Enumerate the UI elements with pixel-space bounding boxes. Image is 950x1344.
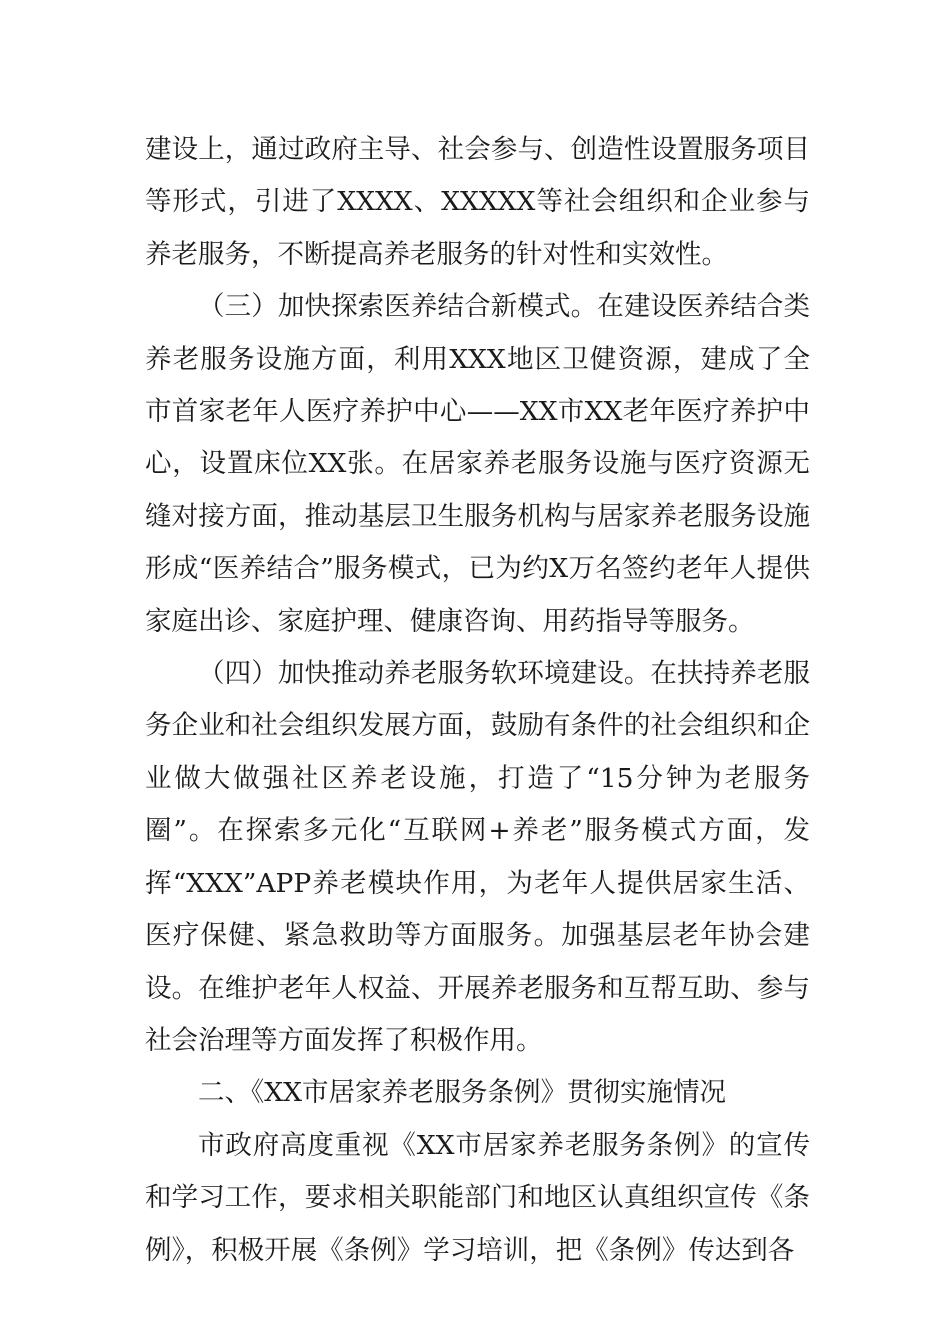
paragraph-implementation: 市政府高度重视《XX市居家养老服务条例》的宣传和学习工作，要求相关职能部门和地区认真组织宣传《条例》，积极开展《条例》学习培训，把《条例》传达到各 <box>145 1129 810 1266</box>
section-heading-2: 二、《XX市居家养老服务条例》贯彻实施情况 <box>198 1077 726 1109</box>
paragraph-section-4: （四）加快推动养老服务软环境建设。在扶持养老服务企业和社会组织发展方面，鼓励有条件的社会组织和企业做大做强社区养老设施，打造了“15分钟为老服务圈”。在探索多元化“互联网+养老”服务模式方面，发挥“XXX”APP养老模块作用，为老年人提供居家生活、医疗保健、紧急救助等方面服务。加强基层老年协会建设。在维护老年人权益、开展养老服务和互帮互助、参与社会治理等方面发挥了积极作用。 <box>145 658 810 1056</box>
paragraph-section-3: （三）加快探索医养结合新模式。在建设医养结合类养老服务设施方面，利用XXX地区卫健资源，建成了全市首家老年人医疗养护中心——XX市XX老年医疗养护中心，设置床位XX张。在居家养老服务设施与医疗资源无缝对接方面，推动基层卫生服务机构与居家养老服务设施形成“医养结合”服务模式，已为约X万名签约老年人提供家庭出诊、家庭护理、健康咨询、用药指导等服务。 <box>145 291 810 637</box>
document-body <box>145 124 810 1277</box>
paragraph-continuation: 建设上，通过政府主导、社会参与、创造性设置服务项目等形式，引进了XXXX、XXXXX等社会组织和企业参与养老服务，不断提高养老服务的针对性和实效性。 <box>145 134 810 270</box>
